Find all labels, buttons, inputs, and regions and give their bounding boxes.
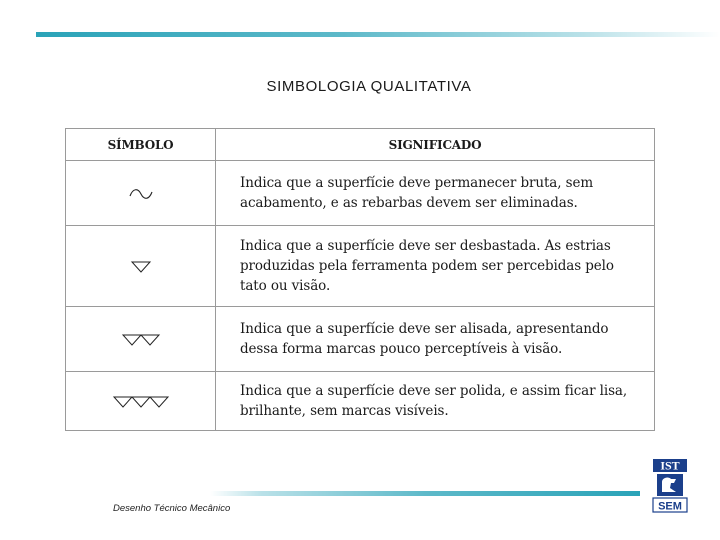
top-accent-rule bbox=[36, 32, 720, 37]
table-header-row bbox=[66, 129, 655, 161]
tilde-icon bbox=[128, 187, 154, 201]
symbol-table bbox=[65, 128, 655, 431]
single-triangle-icon bbox=[130, 260, 152, 274]
table-row bbox=[66, 307, 655, 372]
slide-title: SIMBOLOGIA QUALITATIVA bbox=[266, 78, 472, 95]
meaning-cell: Indica que a superfície deve permanecer bruta, sem acabamento, e as rebarbas devem ser eliminadas. bbox=[216, 161, 655, 226]
svg-text:IST: IST bbox=[660, 458, 680, 473]
meaning-cell: Indica que a superfície deve ser alisada, apresentando dessa forma marcas pouco perceptíveis à visão. bbox=[216, 307, 655, 372]
symbol-cell bbox=[66, 226, 216, 307]
column-header-symbol: SÍMBOLO bbox=[66, 129, 216, 161]
bottom-accent-rule bbox=[210, 491, 640, 496]
table-row bbox=[66, 161, 655, 226]
symbol-cell bbox=[66, 161, 216, 226]
triple-triangle-icon bbox=[112, 395, 170, 409]
double-triangle-icon bbox=[121, 333, 161, 347]
table-row bbox=[66, 226, 655, 307]
column-header-meaning: SIGNIFICADO bbox=[216, 129, 655, 161]
meaning-cell: Indica que a superfície deve ser polida, e assim ficar lisa, brilhante, sem marcas visíveis. bbox=[216, 372, 655, 431]
meaning-cell: Indica que a superfície deve ser desbastada. As estrias produzidas pela ferramenta podem ser percebidas pelo tato ou visão. bbox=[216, 226, 655, 307]
symbol-cell bbox=[66, 372, 216, 431]
ist-sem-logo bbox=[652, 458, 688, 514]
svg-text:SEM: SEM bbox=[658, 500, 682, 513]
symbol-cell bbox=[66, 307, 216, 372]
footer-course-name: Desenho Técnico Mecânico bbox=[113, 503, 231, 514]
table-row bbox=[66, 372, 655, 431]
